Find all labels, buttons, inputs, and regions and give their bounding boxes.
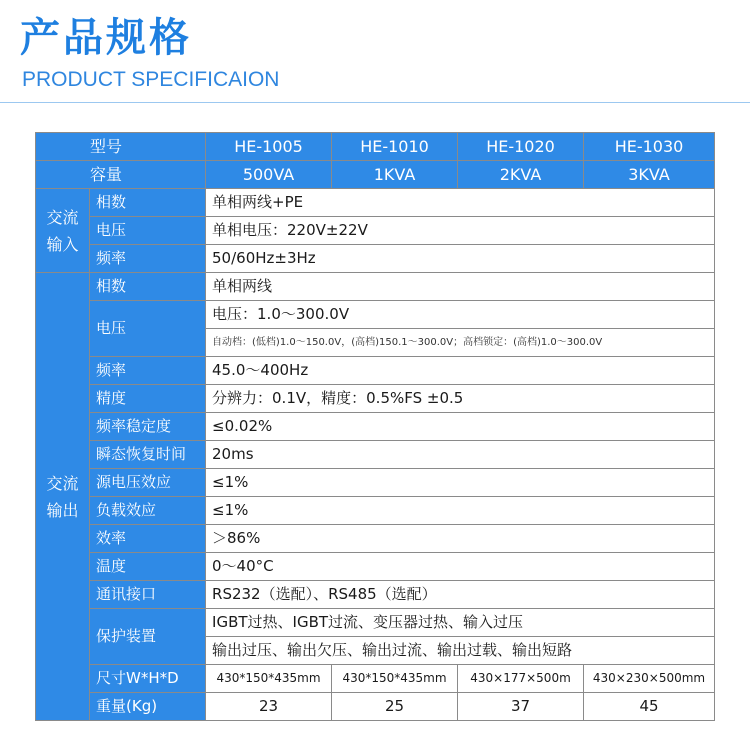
header-divider — [0, 102, 750, 103]
table-row — [36, 525, 715, 553]
table-row — [36, 273, 715, 301]
capacity-cell: 3KVA — [584, 161, 715, 189]
spec-table — [35, 132, 715, 721]
row-label: 通讯接口 — [90, 581, 206, 609]
row-value: 单相两线 — [206, 273, 715, 301]
row-label: 温度 — [90, 553, 206, 581]
row-label: 负载效应 — [90, 497, 206, 525]
row-label: 重量(Kg) — [90, 693, 206, 721]
row-value: 电压：1.0～300.0V — [206, 301, 715, 329]
page-title: 产品规格 — [20, 15, 192, 61]
table-row-model — [36, 133, 715, 161]
row-value: ＞86% — [206, 525, 715, 553]
table-row — [36, 413, 715, 441]
row-label: 电压 — [90, 217, 206, 245]
model-cell: HE-1020 — [458, 133, 584, 161]
weight-cell: 23 — [206, 693, 332, 721]
table-row — [36, 217, 715, 245]
row-label: 频率稳定度 — [90, 413, 206, 441]
row-label: 相数 — [90, 273, 206, 301]
capacity-cell: 2KVA — [458, 161, 584, 189]
table-row — [36, 385, 715, 413]
model-label: 型号 — [36, 133, 206, 161]
size-cell: 430*150*435mm — [206, 665, 332, 693]
row-value: 0～40°C — [206, 553, 715, 581]
table-row-size — [36, 665, 715, 693]
size-cell: 430×230×500mm — [584, 665, 715, 693]
table-row — [36, 441, 715, 469]
table-row — [36, 469, 715, 497]
model-cell: HE-1010 — [332, 133, 458, 161]
row-value: 输出过压、输出欠压、输出过流、输出过载、输出短路 — [206, 637, 715, 665]
row-value: ≤1% — [206, 469, 715, 497]
row-label: 频率 — [90, 245, 206, 273]
row-label: 精度 — [90, 385, 206, 413]
row-label: 相数 — [90, 189, 206, 217]
row-value: IGBT过热、IGBT过流、变压器过热、输入过压 — [206, 609, 715, 637]
table-row — [36, 301, 715, 329]
row-label: 尺寸W*H*D — [90, 665, 206, 693]
row-value: 分辨力：0.1V，精度：0.5%FS ±0.5 — [206, 385, 715, 413]
table-row-weight — [36, 693, 715, 721]
table-row — [36, 245, 715, 273]
table-row — [36, 189, 715, 217]
capacity-cell: 500VA — [206, 161, 332, 189]
row-value: ≤0.02% — [206, 413, 715, 441]
row-label: 瞬态恢复时间 — [90, 441, 206, 469]
weight-cell: 37 — [458, 693, 584, 721]
row-value: 单相两线+PE — [206, 189, 715, 217]
row-label: 效率 — [90, 525, 206, 553]
capacity-label: 容量 — [36, 161, 206, 189]
voltage-note: 自动档：(低档)1.0～150.0V，(高档)150.1～300.0V；高档锁定：(高档)1.0～300.0V — [206, 329, 715, 357]
row-label: 频率 — [90, 357, 206, 385]
model-cell: HE-1030 — [584, 133, 715, 161]
table-row — [36, 581, 715, 609]
weight-cell: 45 — [584, 693, 715, 721]
row-label: 保护装置 — [90, 609, 206, 665]
capacity-cell: 1KVA — [332, 161, 458, 189]
weight-cell: 25 — [332, 693, 458, 721]
size-cell: 430*150*435mm — [332, 665, 458, 693]
row-value: RS232（选配）、RS485（选配） — [206, 581, 715, 609]
input-group-label: 交流 输入 — [36, 189, 90, 273]
table-row — [36, 497, 715, 525]
output-group-label: 交流 输出 — [36, 273, 90, 721]
row-value: ≤1% — [206, 497, 715, 525]
table-row-capacity — [36, 161, 715, 189]
row-label: 电压 — [90, 301, 206, 357]
size-cell: 430×177×500m — [458, 665, 584, 693]
row-value: 单相电压：220V±22V — [206, 217, 715, 245]
page-subtitle: PRODUCT SPECIFICAION — [22, 68, 280, 91]
row-label: 源电压效应 — [90, 469, 206, 497]
table-row — [36, 553, 715, 581]
row-value: 45.0～400Hz — [206, 357, 715, 385]
table-row — [36, 357, 715, 385]
row-value: 50/60Hz±3Hz — [206, 245, 715, 273]
table-row — [36, 609, 715, 637]
row-value: 20ms — [206, 441, 715, 469]
model-cell: HE-1005 — [206, 133, 332, 161]
